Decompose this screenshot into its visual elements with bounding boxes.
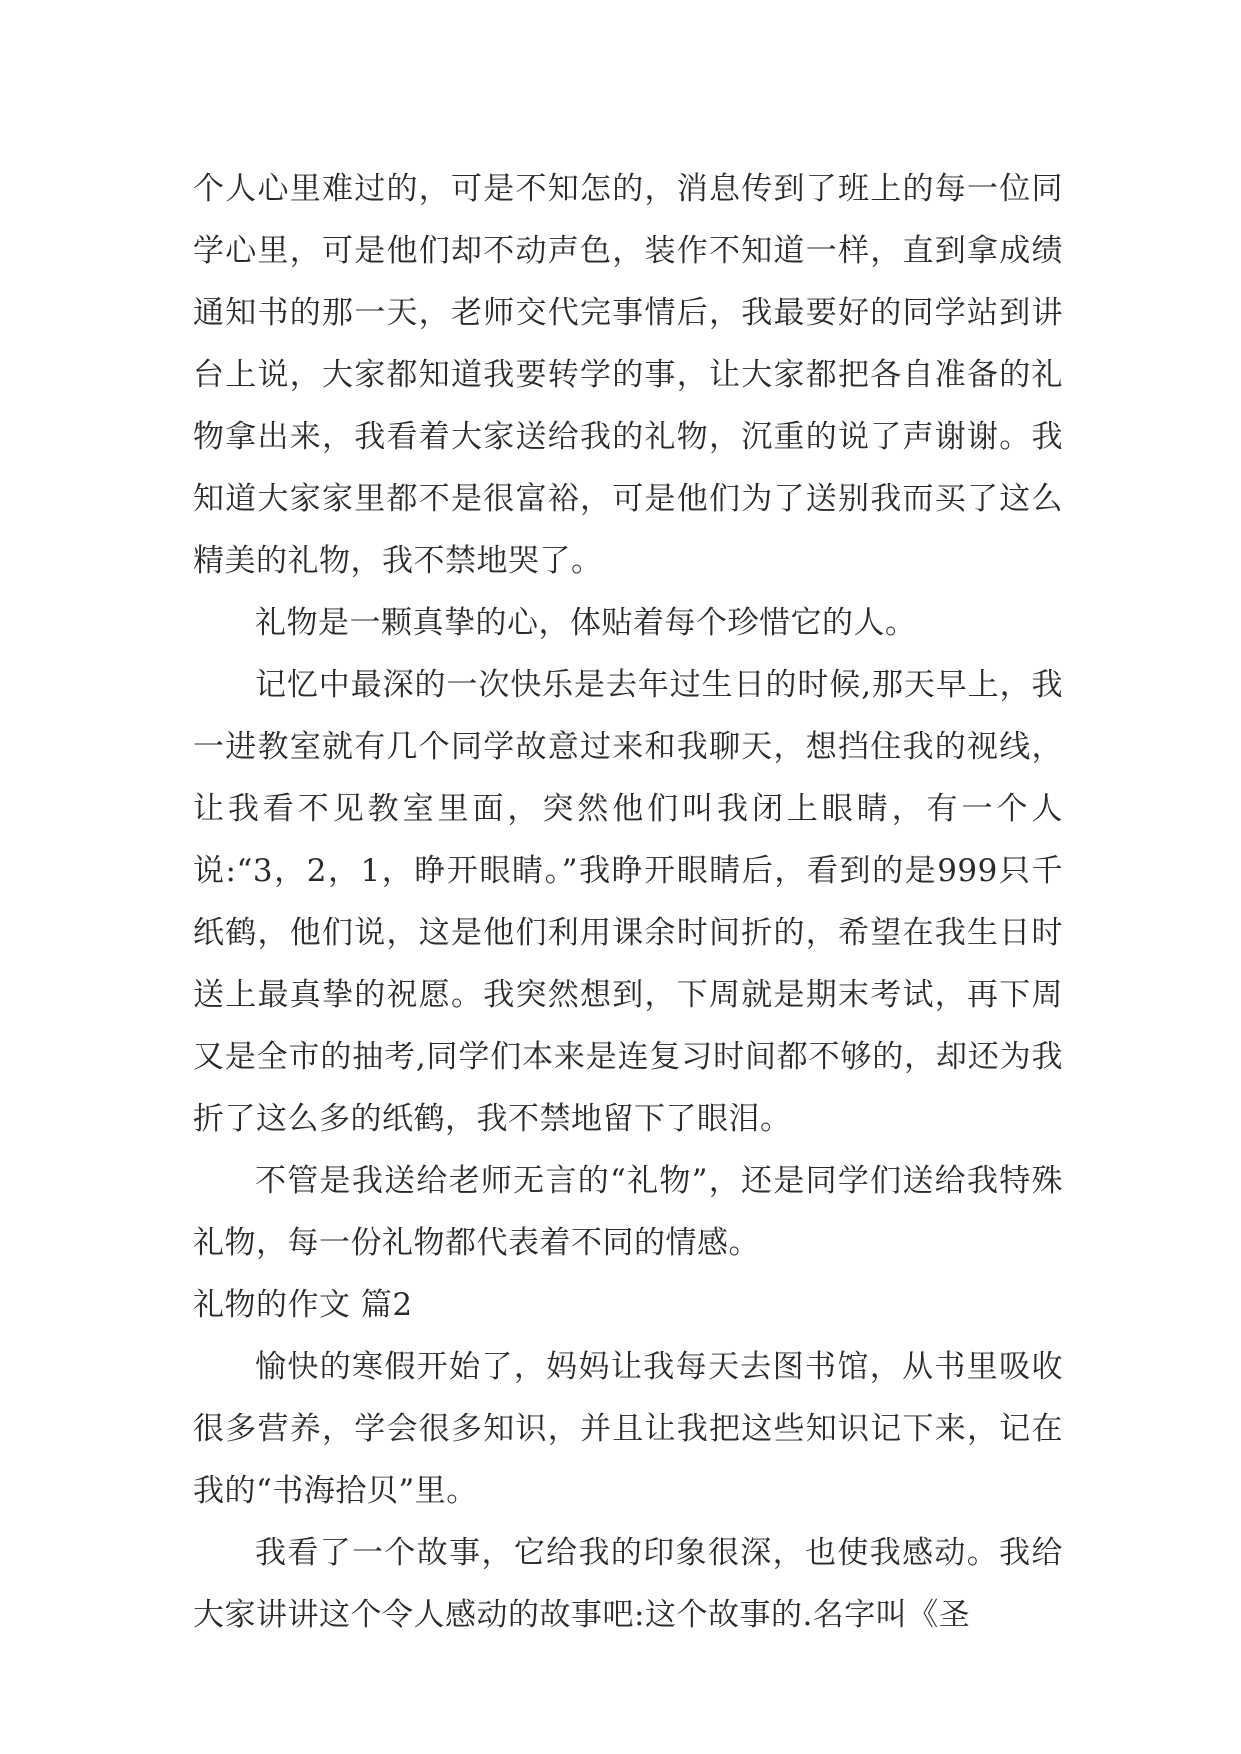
section-heading: 礼物的作文 篇2: [193, 1287, 413, 1323]
paragraph-winter-break: 愉快的寒假开始了，妈妈让我每天去图书馆，从书里吸收很多营养，学会很多知识，并且让我把这些知识记下来，记在我的“书海拾贝”里。: [193, 1349, 1063, 1509]
paragraph-story-intro: 我看了一个故事，它给我的印象很深，也使我感动。我给大家讲讲这个令人感动的故事吧:这个故事的.名字叫《圣: [193, 1535, 1063, 1633]
paragraph-gift-heart: 礼物是一颗真挚的心，体贴着每个珍惜它的人。: [255, 605, 917, 641]
paragraph-birthday-memory: 记忆中最深的一次快乐是去年过生日的时候,那天早上，我一进教室就有几个同学故意过来和我聊天，想挡住我的视线，让我看不见教室里面，突然他们叫我闭上眼睛，有一个人说:“3，2，1，睁开眼睛。”我睁开眼睛后，看到的是999只千纸鹤，他们说，这是他们利用课余时间折的，希望在我生日时送上最真挚的祝愿。我突然想到，下周就是期末考试，再下周又是全市的抽考,同学们本来是连复习时间都不够的，却还为我折了这么多的纸鹤，我不禁地留下了眼泪。: [193, 667, 1063, 1137]
paragraph-gift-conclusion: 不管是我送给老师无言的“礼物”，还是同学们送给我特殊礼物，每一份礼物都代表着不同的情感。: [193, 1163, 1063, 1261]
essay-body: [193, 158, 1063, 1646]
paragraph-continuation: 个人心里难过的，可是不知怎的，消息传到了班上的每一位同学心里，可是他们却不动声色，装作不知道一样，直到拿成绩通知书的那一天，老师交代完事情后，我最要好的同学站到讲台上说，大家都知道我要转学的事，让大家都把各自准备的礼物拿出来，我看着大家送给我的礼物，沉重的说了声谢谢。我知道大家家里都不是很富裕，可是他们为了送别我而买了这么精美的礼物，我不禁地哭了。: [193, 171, 1063, 579]
